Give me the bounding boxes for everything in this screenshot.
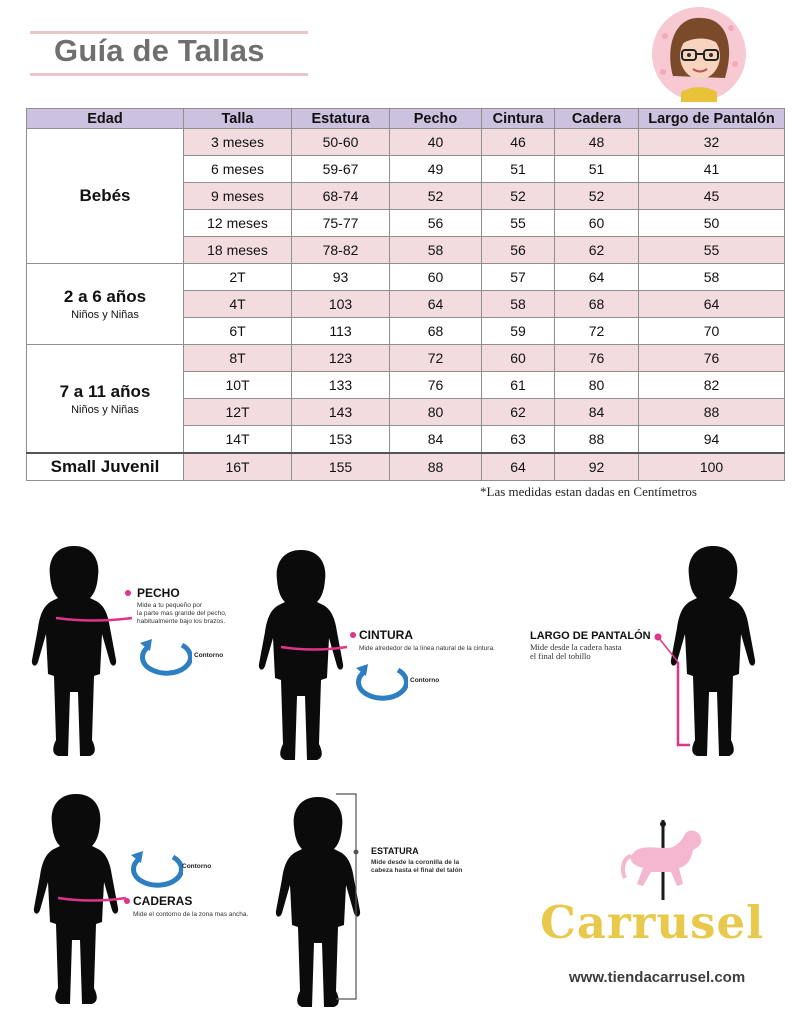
- height-measure-bracket: [334, 790, 364, 1005]
- table-cell: 70: [639, 318, 785, 345]
- contour-arrow-icon: [127, 847, 183, 893]
- age-group-name: Small Juvenil: [50, 457, 160, 476]
- table-cell: 75-77: [292, 210, 390, 237]
- table-cell: 57: [482, 264, 555, 291]
- estatura-desc: [371, 859, 462, 875]
- table-cell: 59: [482, 318, 555, 345]
- table-cell: 68-74: [292, 183, 390, 210]
- age-group-name: 2 a 6 años: [63, 287, 147, 306]
- title-banner: [30, 28, 308, 80]
- table-cell: 62: [555, 237, 639, 264]
- age-group-subtitle: Niños y Niñas: [71, 309, 139, 321]
- table-cell: 84: [555, 399, 639, 426]
- table-cell: 52: [482, 183, 555, 210]
- child-silhouette-pecho: [24, 542, 134, 772]
- table-cell: 12T: [184, 399, 292, 426]
- table-cell: 80: [390, 399, 482, 426]
- caderas-dot-icon: [123, 897, 131, 905]
- table-cell: 72: [555, 318, 639, 345]
- largo-label: LARGO DE PANTALÓN: [530, 630, 651, 642]
- table-cell: 8T: [184, 345, 292, 372]
- table-cell: 64: [555, 264, 639, 291]
- col-header-largo: Largo de Pantalón: [639, 109, 785, 129]
- table-cell: 12 meses: [184, 210, 292, 237]
- table-cell: 76: [390, 372, 482, 399]
- pecho-label: PECHO: [137, 586, 180, 600]
- table-cell: 155: [292, 453, 390, 481]
- caderas-desc-line: Mide el contorno de la zona mas ancha.: [133, 911, 249, 918]
- table-cell: 88: [555, 426, 639, 454]
- age-group-cell: [27, 453, 184, 481]
- child-silhouette-caderas: [26, 790, 136, 1020]
- col-header-cadera: Cadera: [555, 109, 639, 129]
- table-cell: 10T: [184, 372, 292, 399]
- largo-desc-line: el final del tobillo: [530, 651, 591, 661]
- cintura-desc: [359, 645, 495, 653]
- brand-url: www.tiendacarrusel.com: [569, 969, 746, 986]
- size-table: [26, 108, 785, 481]
- table-cell: 78-82: [292, 237, 390, 264]
- table-cell: 93: [292, 264, 390, 291]
- table-cell: 49: [390, 156, 482, 183]
- table-cell: 103: [292, 291, 390, 318]
- table-body: [27, 129, 785, 481]
- table-cell: 51: [482, 156, 555, 183]
- caderas-desc: [133, 911, 248, 919]
- table-cell: 48: [555, 129, 639, 156]
- table-cell: 59-67: [292, 156, 390, 183]
- table-row: [27, 264, 785, 291]
- table-cell: 58: [390, 237, 482, 264]
- table-cell: 41: [639, 156, 785, 183]
- child-silhouette-cintura: [251, 546, 361, 776]
- table-cell: 50-60: [292, 129, 390, 156]
- table-cell: 9 meses: [184, 183, 292, 210]
- avatar: [651, 6, 747, 102]
- table-cell: 56: [390, 210, 482, 237]
- pecho-contour-label: Contorno: [194, 652, 224, 659]
- cintura-label: CINTURA: [359, 628, 413, 642]
- table-row: [27, 129, 785, 156]
- table-cell: 92: [555, 453, 639, 481]
- col-header-talla: Talla: [184, 109, 292, 129]
- caderas-label: CADERAS: [133, 894, 193, 908]
- estatura-desc-line: cabeza hasta el final del talón: [371, 867, 463, 874]
- pecho-desc-line: habitualmente bajo los brazos.: [137, 618, 226, 625]
- table-cell: 153: [292, 426, 390, 454]
- chest-measure-line: [54, 614, 134, 624]
- pecho-desc-line: la parte mas grande del pecho,: [137, 610, 227, 617]
- table-cell: 62: [482, 399, 555, 426]
- table-cell: 52: [555, 183, 639, 210]
- age-group-cell: [27, 129, 184, 264]
- table-cell: 58: [482, 291, 555, 318]
- table-row: [27, 453, 785, 481]
- table-cell: 18 meses: [184, 237, 292, 264]
- age-group-cell: [27, 264, 184, 345]
- table-cell: 46: [482, 129, 555, 156]
- table-cell: 4T: [184, 291, 292, 318]
- carousel-horse-icon: [617, 818, 709, 902]
- table-cell: 16T: [184, 453, 292, 481]
- table-cell: 58: [639, 264, 785, 291]
- table-cell: 52: [390, 183, 482, 210]
- col-header-pecho: Pecho: [390, 109, 482, 129]
- measure-note: *Las medidas estan dadas en Centímetros: [480, 484, 697, 499]
- col-header-cintura: Cintura: [482, 109, 555, 129]
- table-cell: 88: [639, 399, 785, 426]
- table-cell: 82: [639, 372, 785, 399]
- table-cell: 56: [482, 237, 555, 264]
- table-cell: 60: [555, 210, 639, 237]
- table-cell: 55: [639, 237, 785, 264]
- pecho-desc-line: Mide a tu pequeño por: [137, 602, 203, 609]
- inseam-measure-line: [652, 632, 696, 748]
- col-header-estatura: Estatura: [292, 109, 390, 129]
- table-cell: 72: [390, 345, 482, 372]
- brand-name: Carrusel: [540, 896, 765, 949]
- page-title: Guía de Tallas: [54, 33, 265, 68]
- table-cell: 88: [390, 453, 482, 481]
- table-cell: 80: [555, 372, 639, 399]
- col-header-edad: Edad: [27, 109, 184, 129]
- table-cell: 84: [390, 426, 482, 454]
- table-cell: 143: [292, 399, 390, 426]
- table-cell: 133: [292, 372, 390, 399]
- waist-measure-line: [279, 643, 349, 653]
- table-cell: 40: [390, 129, 482, 156]
- table-cell: 64: [390, 291, 482, 318]
- table-cell: 55: [482, 210, 555, 237]
- table-cell: 6 meses: [184, 156, 292, 183]
- contour-arrow-icon: [136, 635, 192, 681]
- age-group-cell: [27, 345, 184, 454]
- age-group-name: 7 a 11 años: [59, 381, 151, 401]
- table-cell: 123: [292, 345, 390, 372]
- table-cell: 76: [639, 345, 785, 372]
- estatura-label: ESTATURA: [371, 846, 419, 856]
- table-cell: 64: [639, 291, 785, 318]
- age-group-name: Bebés: [79, 186, 131, 205]
- table-cell: 51: [555, 156, 639, 183]
- hip-measure-line: [56, 894, 128, 904]
- table-cell: 60: [390, 264, 482, 291]
- table-cell: 76: [555, 345, 639, 372]
- table-cell: 94: [639, 426, 785, 454]
- cintura-dot-icon: [349, 631, 357, 639]
- table-cell: 2T: [184, 264, 292, 291]
- largo-desc: [530, 643, 622, 661]
- table-cell: 45: [639, 183, 785, 210]
- table-cell: 14T: [184, 426, 292, 454]
- table-cell: 3 meses: [184, 129, 292, 156]
- table-cell: 68: [555, 291, 639, 318]
- cintura-desc-line: Mide alrededor de la línea natural de la cintura.: [359, 645, 495, 652]
- table-cell: 68: [390, 318, 482, 345]
- estatura-desc-line: Mide desde la coronilla de la: [371, 859, 460, 866]
- table-header-row: [27, 109, 785, 129]
- contour-arrow-icon: [352, 660, 408, 706]
- table-row: [27, 345, 785, 372]
- pecho-desc: [137, 602, 227, 626]
- pecho-dot-icon: [124, 589, 132, 597]
- table-cell: 50: [639, 210, 785, 237]
- table-cell: 6T: [184, 318, 292, 345]
- largo-desc-line: Mide desde la cadera hasta: [530, 642, 622, 652]
- cintura-contour-label: Contorno: [410, 677, 440, 684]
- table-cell: 32: [639, 129, 785, 156]
- table-cell: 113: [292, 318, 390, 345]
- table-cell: 64: [482, 453, 555, 481]
- title-rule-bottom: [30, 73, 308, 76]
- table-cell: 63: [482, 426, 555, 454]
- table-cell: 61: [482, 372, 555, 399]
- caderas-contour-label: Contorno: [182, 863, 212, 870]
- age-group-subtitle: Niños y Niñas: [71, 403, 139, 416]
- table-cell: 60: [482, 345, 555, 372]
- table-cell: 100: [639, 453, 785, 481]
